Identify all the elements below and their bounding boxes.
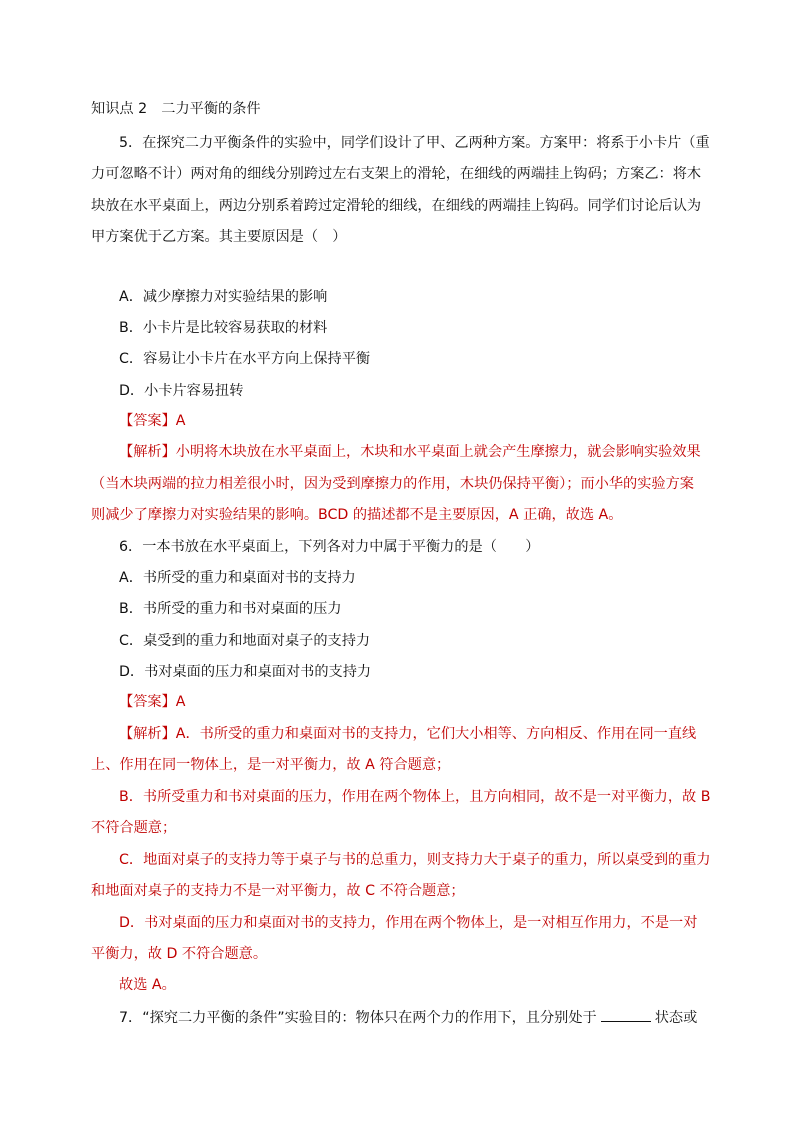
q7-stem (119, 1007, 697, 1028)
q6-answer: 【答案】A (119, 694, 186, 710)
q6-analysis-line-6: 和地面对桌子的支持力不是一对平衡力，故 C 不符合题意； (91, 883, 465, 899)
q7-stem-after-blank: 状态或 (654, 1010, 698, 1026)
q6-option-a: A．书所受的重力和桌面对书的支持力 (119, 570, 356, 586)
q5-stem-line-3: 块放在水平桌面上，两边分别系着跨过定滑轮的细线，在细线的两端挂上钩码。同学们讨论后认为 (91, 198, 702, 214)
q6-option-b: B．书所受的重力和书对桌面的压力 (119, 601, 342, 617)
q5-analysis-line-3: 则减少了摩擦力对实验结果的影响。BCD 的描述都不是主要原因，A 正确，故选 A。 (91, 507, 623, 523)
q6-analysis-text-1: A．书所受的重力和桌面对书的支持力，它们大小相等、方向相反、作用在同一直线 (175, 726, 697, 742)
q7-answer-blank (601, 1007, 651, 1022)
q6-analysis-line-4: 不符合题意； (91, 820, 177, 836)
q5-stem-line-4: 甲方案优于乙方案。其主要原因是（ ） (91, 229, 347, 245)
q7-stem-before-blank: 7．“探究二力平衡的条件”实验目的：物体只在两个力的作用下，且分别处于 (119, 1010, 597, 1026)
q5-analysis-line-2: （当木块两端的拉力相差很小时，因为受到摩擦力的作用，木块仍保持平衡）；而小华的实验方案 (91, 476, 694, 492)
q6-option-d: D．书对桌面的压力和桌面对书的支持力 (119, 664, 372, 680)
q5-analysis-text-1: 小明将木块放在水平桌面上，木块和水平桌面上就会产生摩擦力，就会影响实验效果 (175, 444, 701, 460)
q6-analysis-conclusion: 故选 A。 (119, 977, 176, 993)
q6-analysis-line-7: D．书对桌面的压力和桌面对书的支持力，作用在两个物体上，是一对相互作用力，不是一对 (119, 915, 698, 931)
q6-analysis-line-1 (119, 724, 696, 744)
q6-analysis-line-5: C．地面对桌子的支持力等于桌子与书的总重力，则支持力大于桌子的重力，所以桌受到的重力 (119, 852, 711, 868)
q6-analysis-line-8: 平衡力，故 D 不符合题意。 (91, 946, 268, 962)
q6-stem: 6．一本书放在水平桌面上，下列各对力中属于平衡力的是（ ） (119, 539, 540, 555)
q6-analysis-line-2: 上、作用在同一物体上，是一对平衡力，故 A 符合题意； (91, 757, 451, 773)
q6-analysis-line-3: B．书所受重力和书对桌面的压力，作用在两个物体上，且方向相同，故不是一对平衡力，故 B (119, 789, 711, 805)
q5-analysis-line-1 (119, 442, 701, 462)
q6-analysis-label: 【解析】 (119, 726, 176, 742)
q5-stem-line-1: 5．在探究二力平衡条件的实验中，同学们设计了甲、乙两种方案。方案甲：将系于小卡片（重 (119, 135, 710, 151)
q5-option-d: D．小卡片容易扭转 (119, 383, 244, 399)
q5-analysis-label: 【解析】 (119, 444, 176, 460)
section-heading: 知识点 2 二力平衡的条件 (91, 101, 261, 117)
q5-option-a: A．减少摩擦力对实验结果的影响 (119, 289, 328, 305)
q6-option-c: C．桌受到的重力和地面对桌子的支持力 (119, 633, 371, 649)
q5-option-b: B．小卡片是比较容易获取的材料 (119, 320, 328, 336)
q5-stem-line-2: 力可忽略不计）两对角的细线分别跨过左右支架上的滑轮，在细线的两端挂上钩码；方案乙：将木 (91, 166, 702, 182)
q5-option-c: C．容易让小卡片在水平方向上保持平衡 (119, 351, 371, 367)
q5-answer: 【答案】A (119, 413, 186, 429)
